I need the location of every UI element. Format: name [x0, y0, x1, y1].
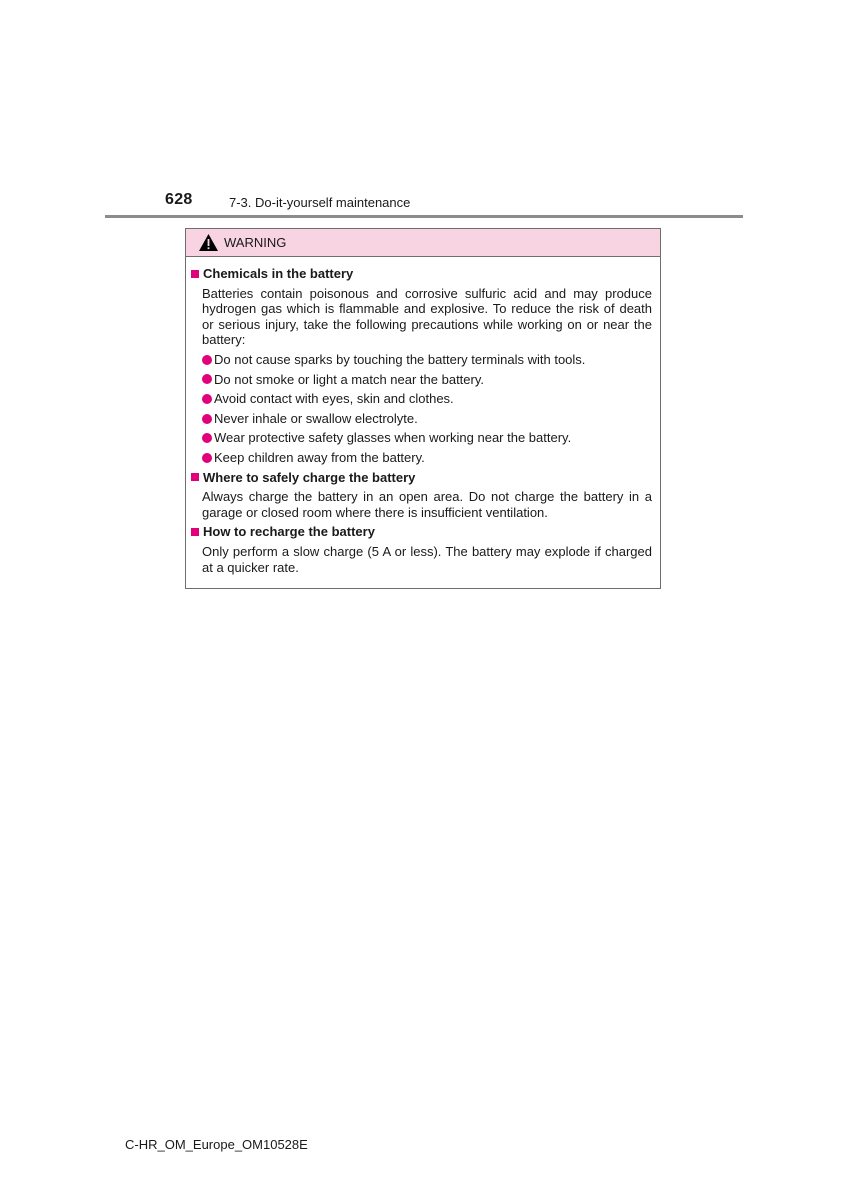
item-heading: [190, 470, 652, 486]
list-item-text: Do not smoke or light a match near the battery.: [214, 371, 485, 387]
warning-box: [185, 228, 661, 589]
list-item-text: Keep children away from the battery.: [214, 449, 425, 465]
document-code: C-HR_OM_Europe_OM10528E: [125, 1137, 308, 1152]
round-bullet-icon: [202, 433, 212, 443]
page-number: 628: [165, 191, 193, 208]
item-heading-text: Where to safely charge the battery: [203, 469, 416, 485]
warning-triangle-icon: [198, 233, 219, 252]
round-bullet-icon: [202, 453, 212, 463]
square-bullet-icon: [191, 270, 199, 278]
warning-header: [186, 229, 660, 257]
list-item: [202, 391, 652, 407]
list-item-text: Never inhale or swallow electrolyte.: [214, 410, 418, 426]
item-paragraph: Only perform a slow charge (5 A or less). The battery may explode if charged at a quicker rate.: [202, 543, 652, 575]
round-bullet-icon: [202, 355, 212, 365]
item-heading: [190, 266, 652, 282]
item-heading-text: Chemicals in the battery: [203, 266, 354, 281]
list-item-text: Wear protective safety glasses when working near the battery.: [214, 430, 572, 446]
warning-label: WARNING: [224, 235, 287, 250]
list-item: [202, 450, 652, 466]
round-bullet-icon: [202, 394, 212, 404]
header-divider: [105, 215, 743, 218]
round-bullet-icon: [202, 414, 212, 424]
list-item: [202, 372, 652, 388]
round-bullet-icon: [202, 374, 212, 384]
item-heading-text: How to recharge the battery: [203, 524, 375, 540]
section-title: 7-3. Do-it-yourself maintenance: [229, 195, 411, 210]
item-paragraph: Always charge the battery in an open area. Do not charge the battery in a garage or closed room where there is insufficient ventilation.: [202, 489, 652, 520]
warning-body: [186, 257, 660, 575]
item-paragraph: Batteries contain poisonous and corrosive sulfuric acid and may produce hydrogen gas which is flammable and explosive. To reduce the risk of death or serious injury, take the following precautions while working on or near the battery:: [202, 285, 652, 348]
square-bullet-icon: [191, 528, 199, 536]
item-heading: [190, 524, 652, 540]
list-item: [202, 430, 652, 446]
list-item: [202, 411, 652, 427]
list-item: [202, 352, 652, 368]
list-item-text: Avoid contact with eyes, skin and clothes.: [214, 391, 454, 407]
square-bullet-icon: [191, 473, 199, 481]
list-item-text: Do not cause sparks by touching the battery terminals with tools.: [214, 351, 586, 367]
